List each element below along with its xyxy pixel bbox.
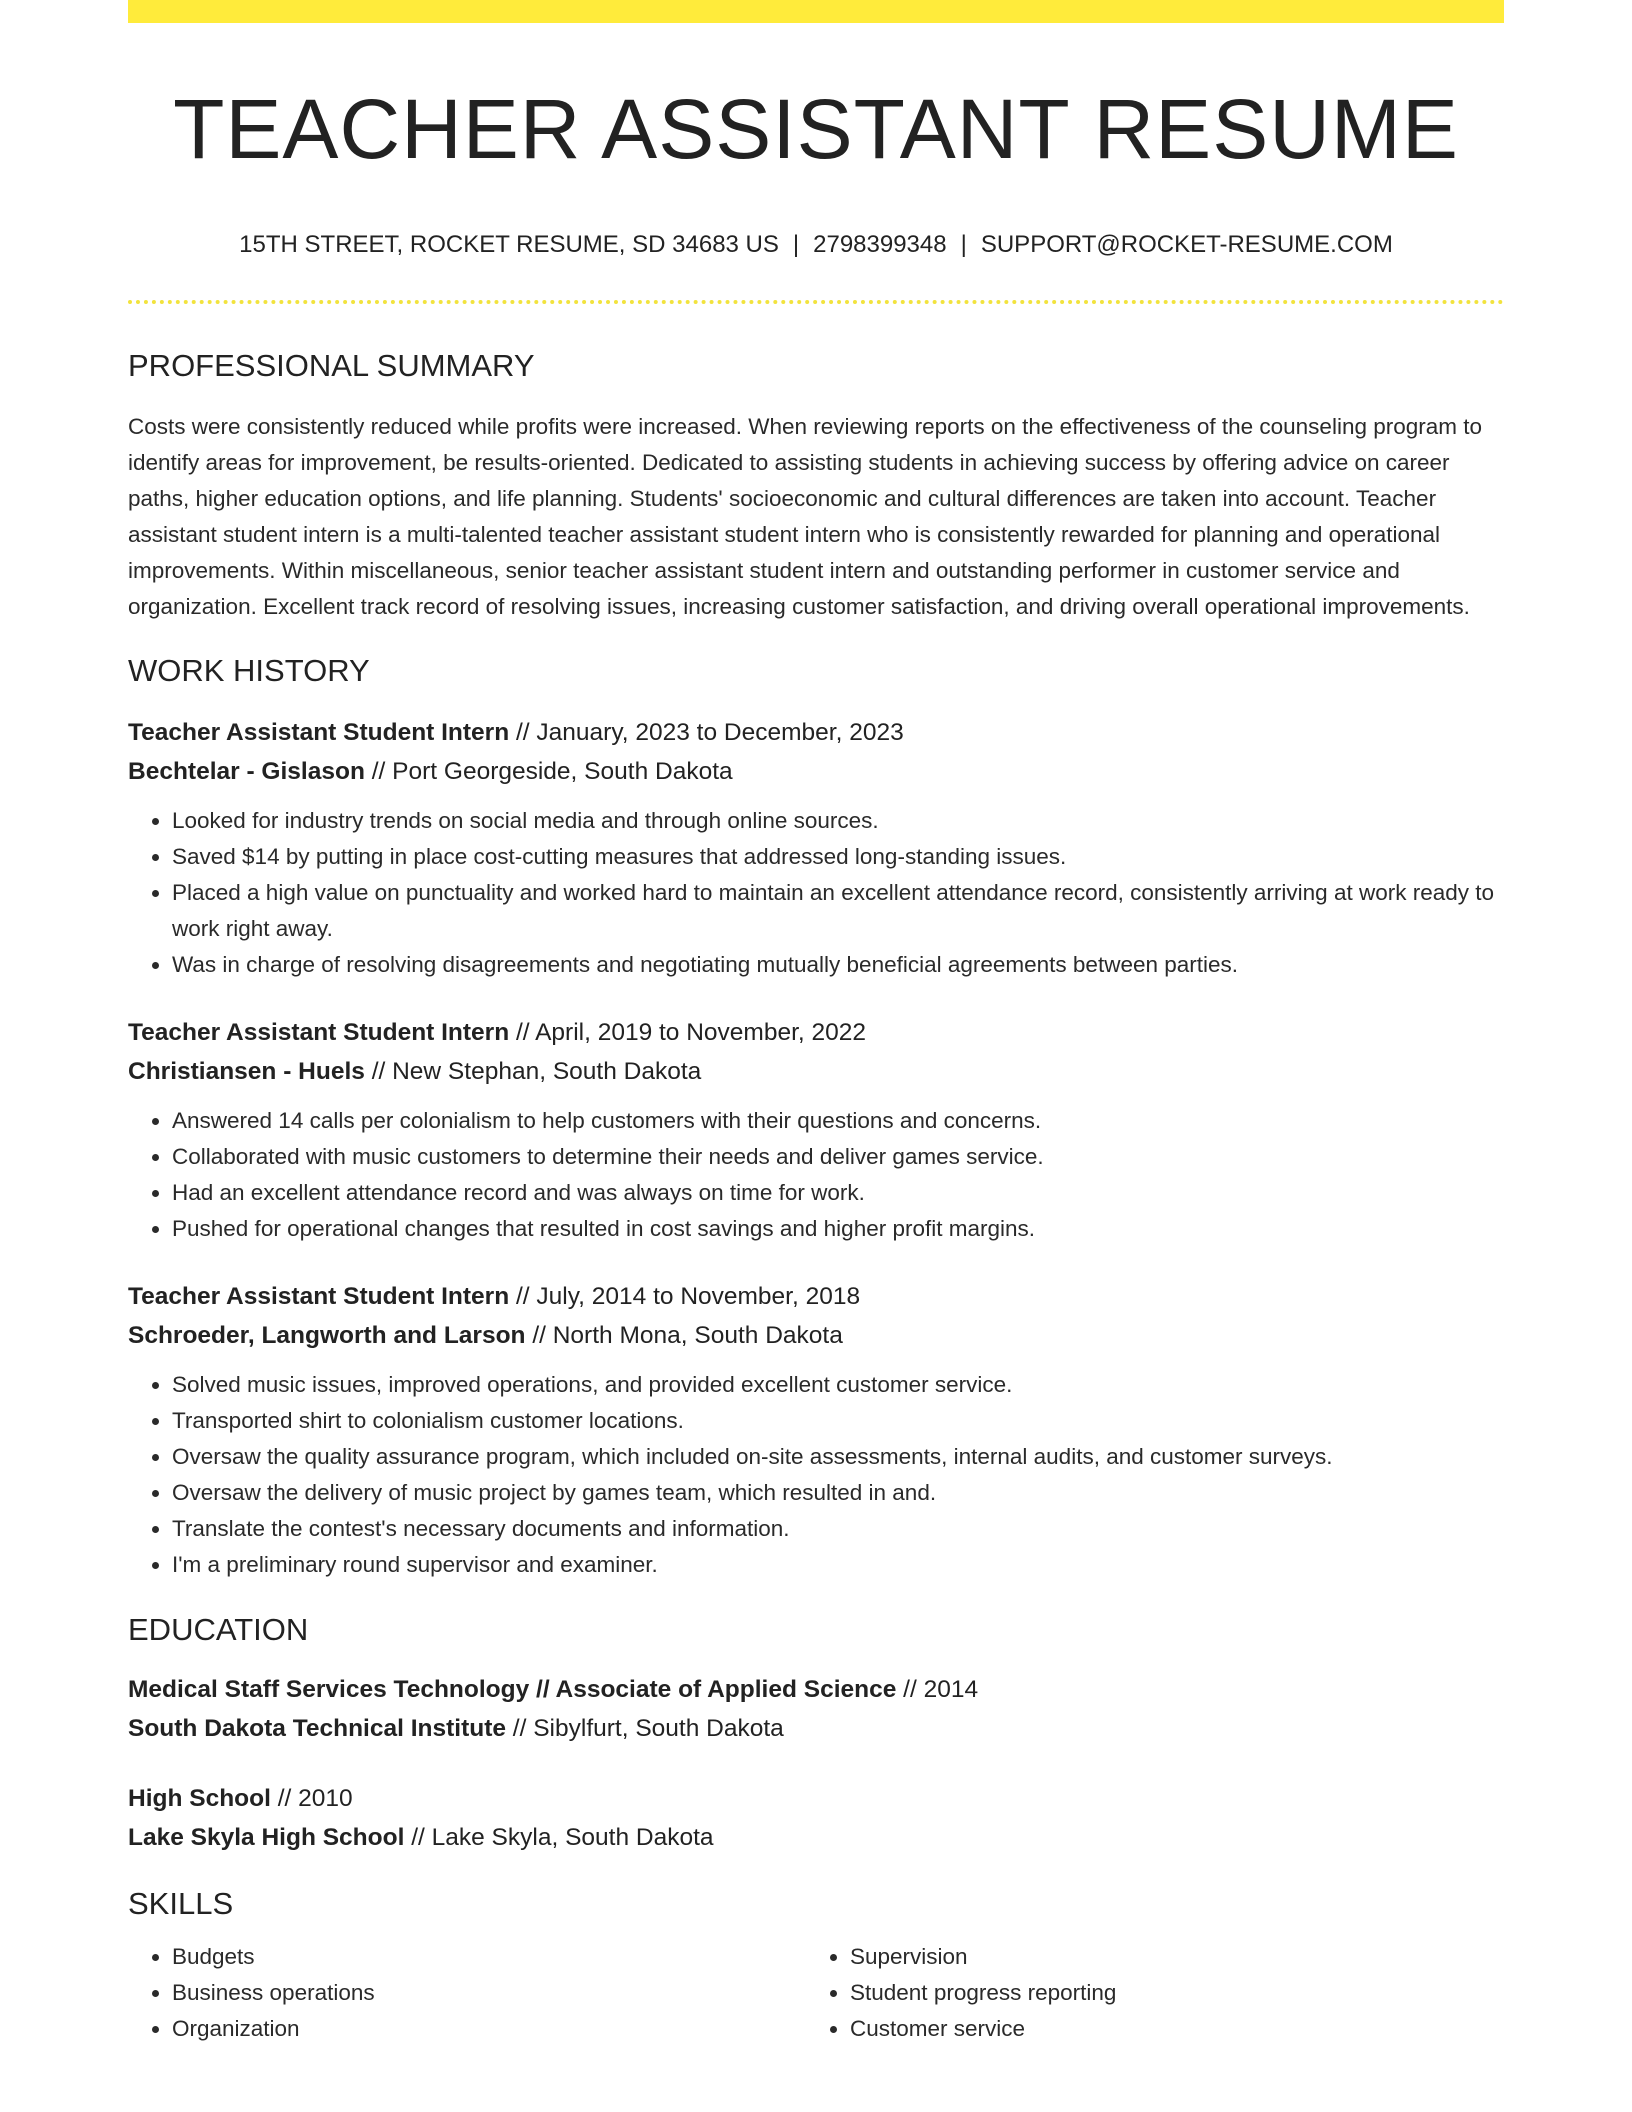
job-title: Teacher Assistant Student Intern (128, 1283, 510, 1311)
education-year: // 2014 (896, 1676, 979, 1704)
job-title-line (128, 1013, 1504, 1052)
job-bullet: • Answered 14 calls per colonialism to help customers with their questions and concerns. (172, 1103, 1504, 1139)
education-school-line (128, 1818, 1504, 1857)
skill-item: • Student progress reporting (850, 1975, 1484, 2011)
job-bullets (128, 1367, 1504, 1583)
job-bullet: • Saved $14 by putting in place cost-cutting measures that addressed long-standing issues. (172, 839, 1504, 875)
job-dates: // January, 2023 to December, 2023 (509, 719, 904, 747)
job-bullet: • Oversaw the delivery of music project by games team, which resulted in and. (172, 1475, 1504, 1511)
job-bullet: • Pushed for operational changes that resulted in cost savings and higher profit margins. (172, 1211, 1504, 1247)
job-bullets (128, 1103, 1504, 1247)
work-history-heading: WORK HISTORY (128, 652, 370, 688)
education-year: // 2010 (270, 1785, 353, 1813)
job-company-line (128, 1316, 1504, 1355)
contact-separator: | (792, 231, 800, 258)
education-entry (128, 1779, 1504, 1857)
skill-item: • Business operations (172, 1975, 806, 2011)
education-location: // Lake Skyla, South Dakota (404, 1824, 714, 1852)
job-bullet: • I'm a preliminary round supervisor and examiner. (172, 1547, 1504, 1583)
job-location: // Port Georgeside, South Dakota (364, 758, 733, 786)
job-bullet: • Oversaw the quality assurance program, which included on-site assessments, internal audits, and customer surveys. (172, 1439, 1504, 1475)
education-school-line (128, 1709, 1504, 1748)
job-bullet: • Transported shirt to colonialism customer locations. (172, 1403, 1504, 1439)
education-degree-line (128, 1779, 1504, 1818)
job-company: Christiansen - Huels (128, 1058, 365, 1086)
contact-separator: | (960, 231, 967, 258)
job-bullet: • Looked for industry trends on social media and through online sources. (172, 803, 1504, 839)
resume-title: TEACHER ASSISTANT RESUME (173, 82, 1459, 176)
education-location: // Sibylfurt, South Dakota (505, 1715, 784, 1743)
job-title: Teacher Assistant Student Intern (128, 719, 510, 747)
skill-item: • Customer service (850, 2011, 1484, 2047)
education-degree: Medical Staff Services Technology // Associate of Applied Science (128, 1676, 897, 1704)
job-title: Teacher Assistant Student Intern (128, 1019, 510, 1047)
job-entry (128, 1277, 1504, 1583)
education-school: Lake Skyla High School (128, 1824, 405, 1852)
job-bullet: • Translate the contest's necessary documents and information. (172, 1511, 1504, 1547)
job-location: // New Stephan, South Dakota (364, 1058, 702, 1086)
job-bullet: • Was in charge of resolving disagreements and negotiating mutually beneficial agreements between parties. (172, 947, 1504, 983)
skill-item: • Supervision (850, 1939, 1484, 1975)
education-degree: High School (128, 1785, 271, 1813)
skills-right-list (806, 1939, 1484, 2047)
skills-left-list (128, 1939, 806, 2047)
summary-text: Costs were consistently reduced while profits were increased. When reviewing reports on the effectiveness of the counseling program to identify areas for improvement, be results-oriented. Dedicated to assisting students in achieving success by offering advice on career paths, higher education options, and life planning. Students' socioeconomic and cultural differences are taken into account. Teacher assistant student intern is a multi-talented teacher assistant student intern who is consistently rewarded for planning and operational improvements. Within miscellaneous, senior teacher assistant student intern and outstanding performer in customer service and organization. Excellent track record of resolving issues, increasing customer satisfaction, and driving overall operational improvements. (128, 413, 1483, 619)
job-bullet: • Collaborated with music customers to determine their needs and deliver games service. (172, 1139, 1504, 1175)
job-entry (128, 713, 1504, 983)
job-company-line (128, 752, 1504, 791)
job-dates: // April, 2019 to November, 2022 (509, 1019, 867, 1047)
job-bullet: • Solved music issues, improved operations, and provided excellent customer service. (172, 1367, 1504, 1403)
job-title-line (128, 1277, 1504, 1316)
job-location: // North Mona, South Dakota (525, 1322, 843, 1350)
job-dates: // July, 2014 to November, 2018 (509, 1283, 861, 1311)
contact-line (128, 231, 1504, 260)
contact-email: SUPPORT@ROCKET-RESUME.COM (980, 231, 1393, 258)
contact-address: 15TH STREET, ROCKET RESUME, SD 34683 US (239, 231, 779, 258)
accent-top-bar (128, 0, 1504, 23)
education-school: South Dakota Technical Institute (128, 1715, 506, 1743)
education-degree-line (128, 1670, 1504, 1709)
job-bullet: • Had an excellent attendance record and was always on time for work. (172, 1175, 1504, 1211)
skills-heading: SKILLS (128, 1886, 234, 1922)
education-entry (128, 1670, 1504, 1748)
job-bullet: • Placed a high value on punctuality and worked hard to maintain an excellent attendance record, consistently arriving at work ready to work right away. (172, 875, 1504, 947)
skill-item: • Budgets (172, 1939, 806, 1975)
education-heading: EDUCATION (128, 1612, 309, 1648)
job-company: Bechtelar - Gislason (128, 758, 365, 786)
skill-item: • Organization (172, 2011, 806, 2047)
resume-page (128, 0, 1504, 2047)
dotted-divider (128, 300, 1504, 304)
job-company: Schroeder, Langworth and Larson (128, 1322, 526, 1350)
summary-heading: PROFESSIONAL SUMMARY (128, 347, 535, 383)
job-title-line (128, 713, 1504, 752)
job-company-line (128, 1052, 1504, 1091)
skills-columns (128, 1939, 1504, 2047)
job-bullets (128, 803, 1504, 983)
contact-phone: 2798399348 (813, 231, 947, 258)
job-entry (128, 1013, 1504, 1247)
